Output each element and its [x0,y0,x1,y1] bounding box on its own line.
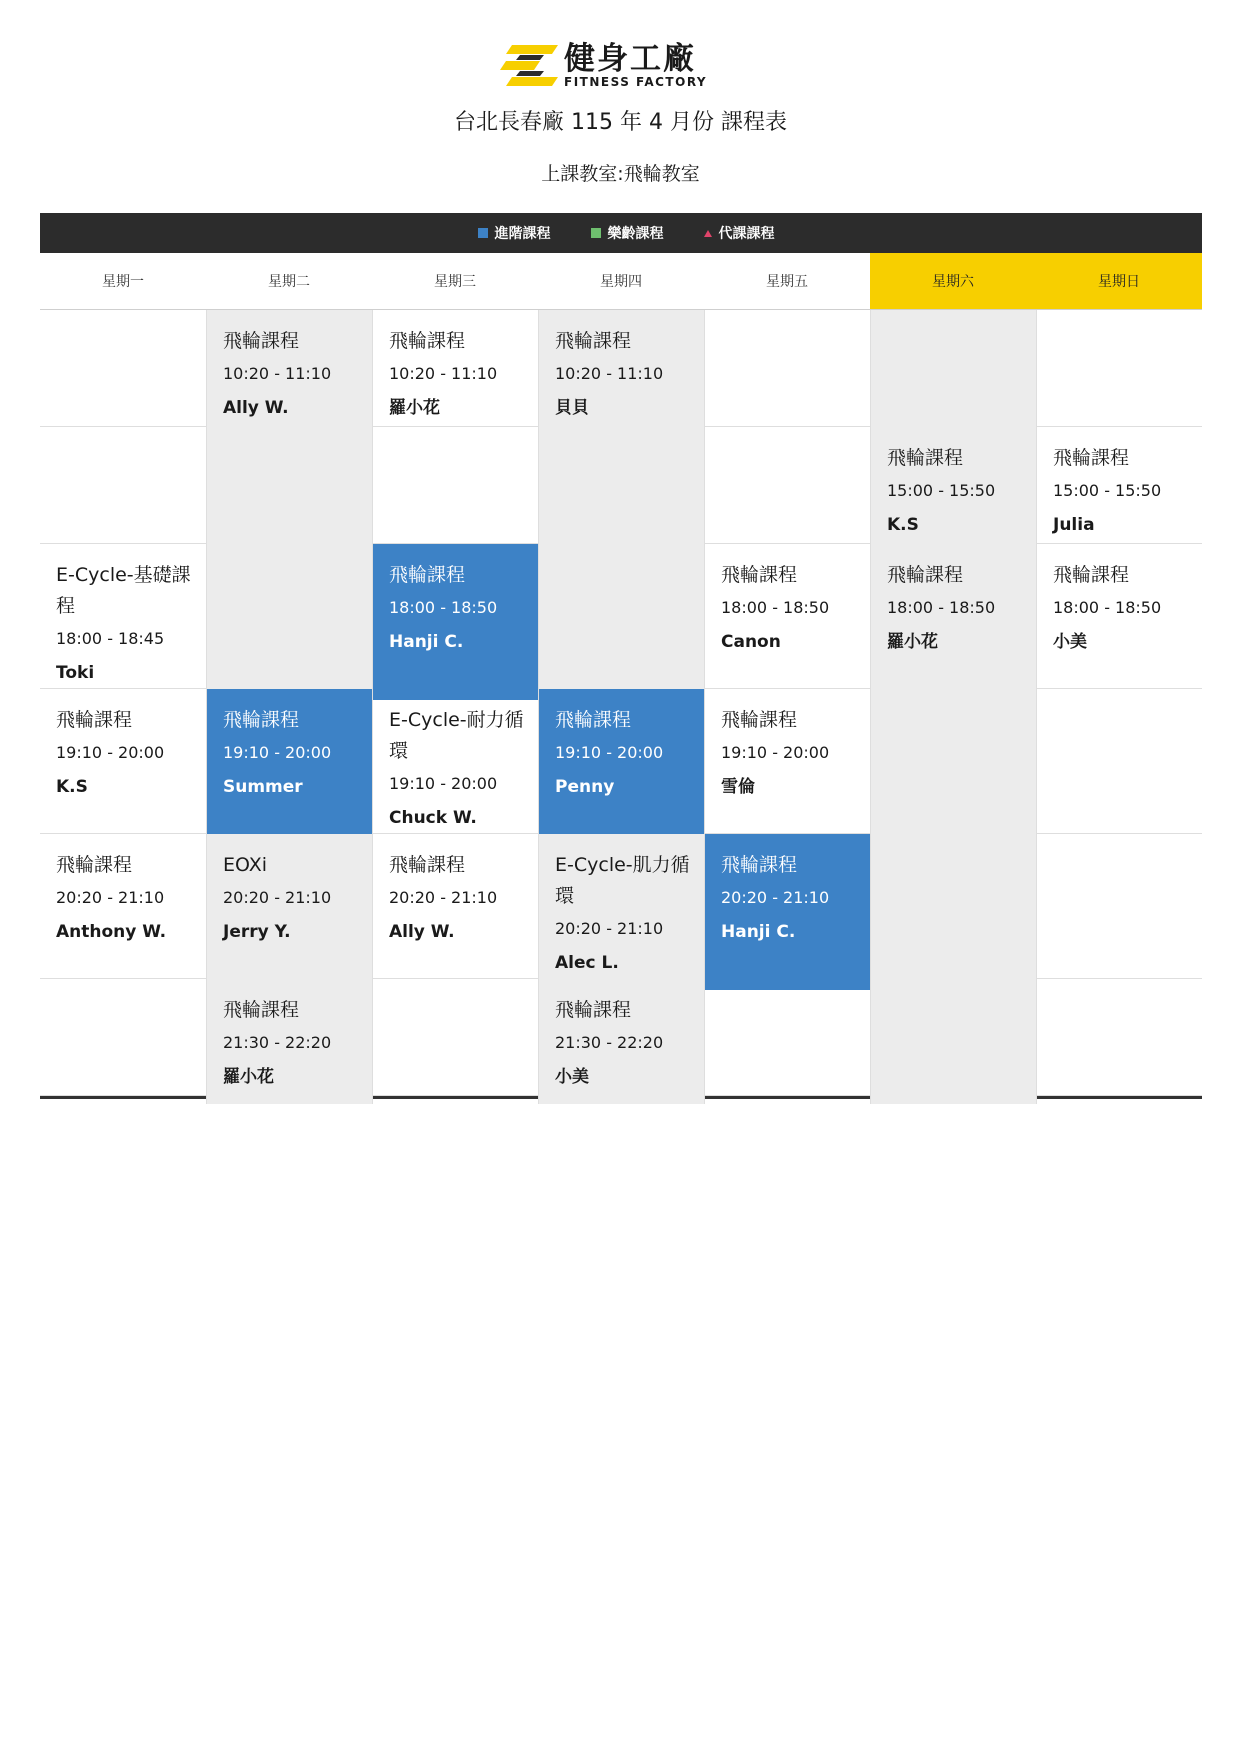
green-square-icon [591,228,601,238]
brand-logo [500,42,760,92]
class-time: 20:20 - 21:10 [223,888,332,907]
empty-cell [704,310,870,435]
page-title: 台北長春廠 115 年 4 月份 課程表 [454,110,787,135]
class-instructor: 貝貝 [555,398,589,418]
class-time: 19:10 - 20:00 [389,774,498,793]
class-time: 18:00 - 18:50 [887,598,996,617]
legend-item-advanced [478,223,551,243]
class-time: 10:20 - 11:10 [223,364,332,383]
empty-cell [704,427,870,552]
class-name: 飛輪課程 [1053,564,1130,586]
class-cell [538,834,704,990]
class-instructor: Jerry Y. [223,922,291,942]
schedule-row [40,310,1202,427]
class-cell [538,689,704,845]
day-header-row [40,253,1202,310]
class-name: 飛輪課程 [721,564,798,586]
class-time: 15:00 - 15:50 [1053,481,1162,500]
empty-cell [870,689,1036,845]
class-instructor: Canon [721,632,781,652]
empty-cell [40,310,206,435]
class-cell [40,834,206,990]
empty-cell [1036,689,1202,845]
class-time: 20:20 - 21:10 [56,888,165,907]
schedule-row [40,834,1202,979]
empty-cell [1036,310,1202,435]
class-cell [704,544,870,700]
schedule-row [40,689,1202,834]
class-instructor: K.S [887,515,919,535]
class-time: 21:30 - 22:20 [223,1033,332,1052]
empty-cell [704,979,870,1104]
class-time: 21:30 - 22:20 [555,1033,664,1052]
class-cell [1036,427,1202,552]
class-time: 18:00 - 18:45 [56,629,165,648]
schedule-row [40,544,1202,689]
legend-item-substitute [704,223,775,243]
legend-label: 進階課程 [494,226,551,242]
class-instructor: Summer [223,777,303,797]
empty-cell [206,544,372,700]
class-time: 18:00 - 18:50 [1053,598,1162,617]
schedule-row [40,427,1202,544]
empty-cell [870,979,1036,1104]
schedule-body [40,310,1202,1096]
class-name: E-Cycle-基礎課程 [56,564,191,617]
class-cell [206,310,372,435]
empty-cell [538,427,704,552]
class-instructor: 羅小花 [223,1067,274,1087]
class-instructor: Ally W. [389,922,455,942]
red-triangle-icon [704,230,712,237]
class-instructor: Penny [555,777,615,797]
class-instructor: Chuck W. [389,808,477,828]
class-cell [40,689,206,845]
legend-bar [40,213,1202,253]
class-instructor: 小美 [555,1067,589,1087]
class-time: 10:20 - 11:10 [389,364,498,383]
day-header-fri: 星期五 [766,274,808,290]
empty-cell [40,979,206,1104]
empty-cell [372,979,538,1104]
class-name: 飛輪課程 [389,854,466,876]
class-name: E-Cycle-耐力循環 [389,709,524,762]
class-name: EOXi [223,854,268,876]
class-cell [870,427,1036,552]
class-cell [372,689,538,845]
class-instructor: Anthony W. [56,922,167,942]
legend-item-senior [591,223,664,243]
class-instructor: Julia [1053,515,1095,535]
page-subtitle: 上課教室:飛輪教室 [541,163,700,185]
class-instructor: Hanji C. [389,632,464,652]
class-name: 飛輪課程 [56,854,133,876]
class-name: 飛輪課程 [223,709,300,731]
empty-cell [1036,979,1202,1104]
class-cell [538,979,704,1104]
class-name: 飛輪課程 [389,564,466,586]
class-cell [538,310,704,435]
class-time: 18:00 - 18:50 [721,598,830,617]
day-header-thu: 星期四 [600,274,642,290]
class-name: 飛輪課程 [887,447,964,469]
class-cell [704,689,870,845]
empty-cell [870,310,1036,435]
day-header-mon: 星期一 [102,274,144,290]
empty-cell [870,834,1036,990]
day-header-wed: 星期三 [434,274,476,290]
class-name: 飛輪課程 [555,330,632,352]
day-header-sat: 星期六 [870,253,1036,309]
legend-label: 代課課程 [718,226,775,242]
blue-square-icon [478,228,488,238]
class-time: 10:20 - 11:10 [555,364,664,383]
class-cell [206,979,372,1104]
class-cell [372,310,538,435]
class-instructor: Ally W. [223,398,289,418]
class-time: 18:00 - 18:50 [389,598,498,617]
class-instructor: 小美 [1053,632,1087,652]
class-time: 19:10 - 20:00 [223,743,332,762]
class-time: 15:00 - 15:50 [887,481,996,500]
class-instructor: 雪倫 [721,777,755,797]
class-cell [372,544,538,700]
class-time: 20:20 - 21:10 [721,888,830,907]
class-cell [206,834,372,990]
day-header-tue: 星期二 [268,274,310,290]
class-name: 飛輪課程 [887,564,964,586]
class-name: 飛輪課程 [223,999,300,1021]
legend-label: 樂齡課程 [607,226,664,242]
class-time: 19:10 - 20:00 [721,743,830,762]
class-time: 20:20 - 21:10 [389,888,498,907]
class-instructor: Alec L. [555,953,619,973]
class-time: 19:10 - 20:00 [555,743,664,762]
fitness-factory-logo-icon [500,45,558,87]
class-name: 飛輪課程 [721,709,798,731]
brand-name-en: FITNESS FACTORY [564,75,708,89]
class-time: 19:10 - 20:00 [56,743,165,762]
empty-cell [206,427,372,552]
empty-cell [372,427,538,552]
class-name: 飛輪課程 [389,330,466,352]
empty-cell [40,427,206,552]
class-name: 飛輪課程 [56,709,133,731]
class-cell [40,544,206,700]
schedule-table [40,253,1202,1099]
class-name: 飛輪課程 [1053,447,1130,469]
class-cell [206,689,372,845]
class-instructor: 羅小花 [887,632,938,652]
class-instructor: Hanji C. [721,922,796,942]
class-name: 飛輪課程 [721,854,798,876]
day-header-sun: 星期日 [1036,253,1202,309]
class-name: 飛輪課程 [555,709,632,731]
class-cell [704,834,870,990]
class-cell [1036,544,1202,700]
class-cell [372,834,538,990]
class-instructor: K.S [56,777,88,797]
class-name: E-Cycle-肌力循環 [555,854,690,907]
class-name: 飛輪課程 [223,330,300,352]
schedule-row [40,979,1202,1096]
brand-name-cn: 健身工廠 [564,41,696,77]
class-name: 飛輪課程 [555,999,632,1021]
class-instructor: Toki [56,663,95,683]
class-time: 20:20 - 21:10 [555,919,664,938]
class-instructor: 羅小花 [389,398,440,418]
class-cell [870,544,1036,700]
empty-cell [1036,834,1202,990]
empty-cell [538,544,704,700]
